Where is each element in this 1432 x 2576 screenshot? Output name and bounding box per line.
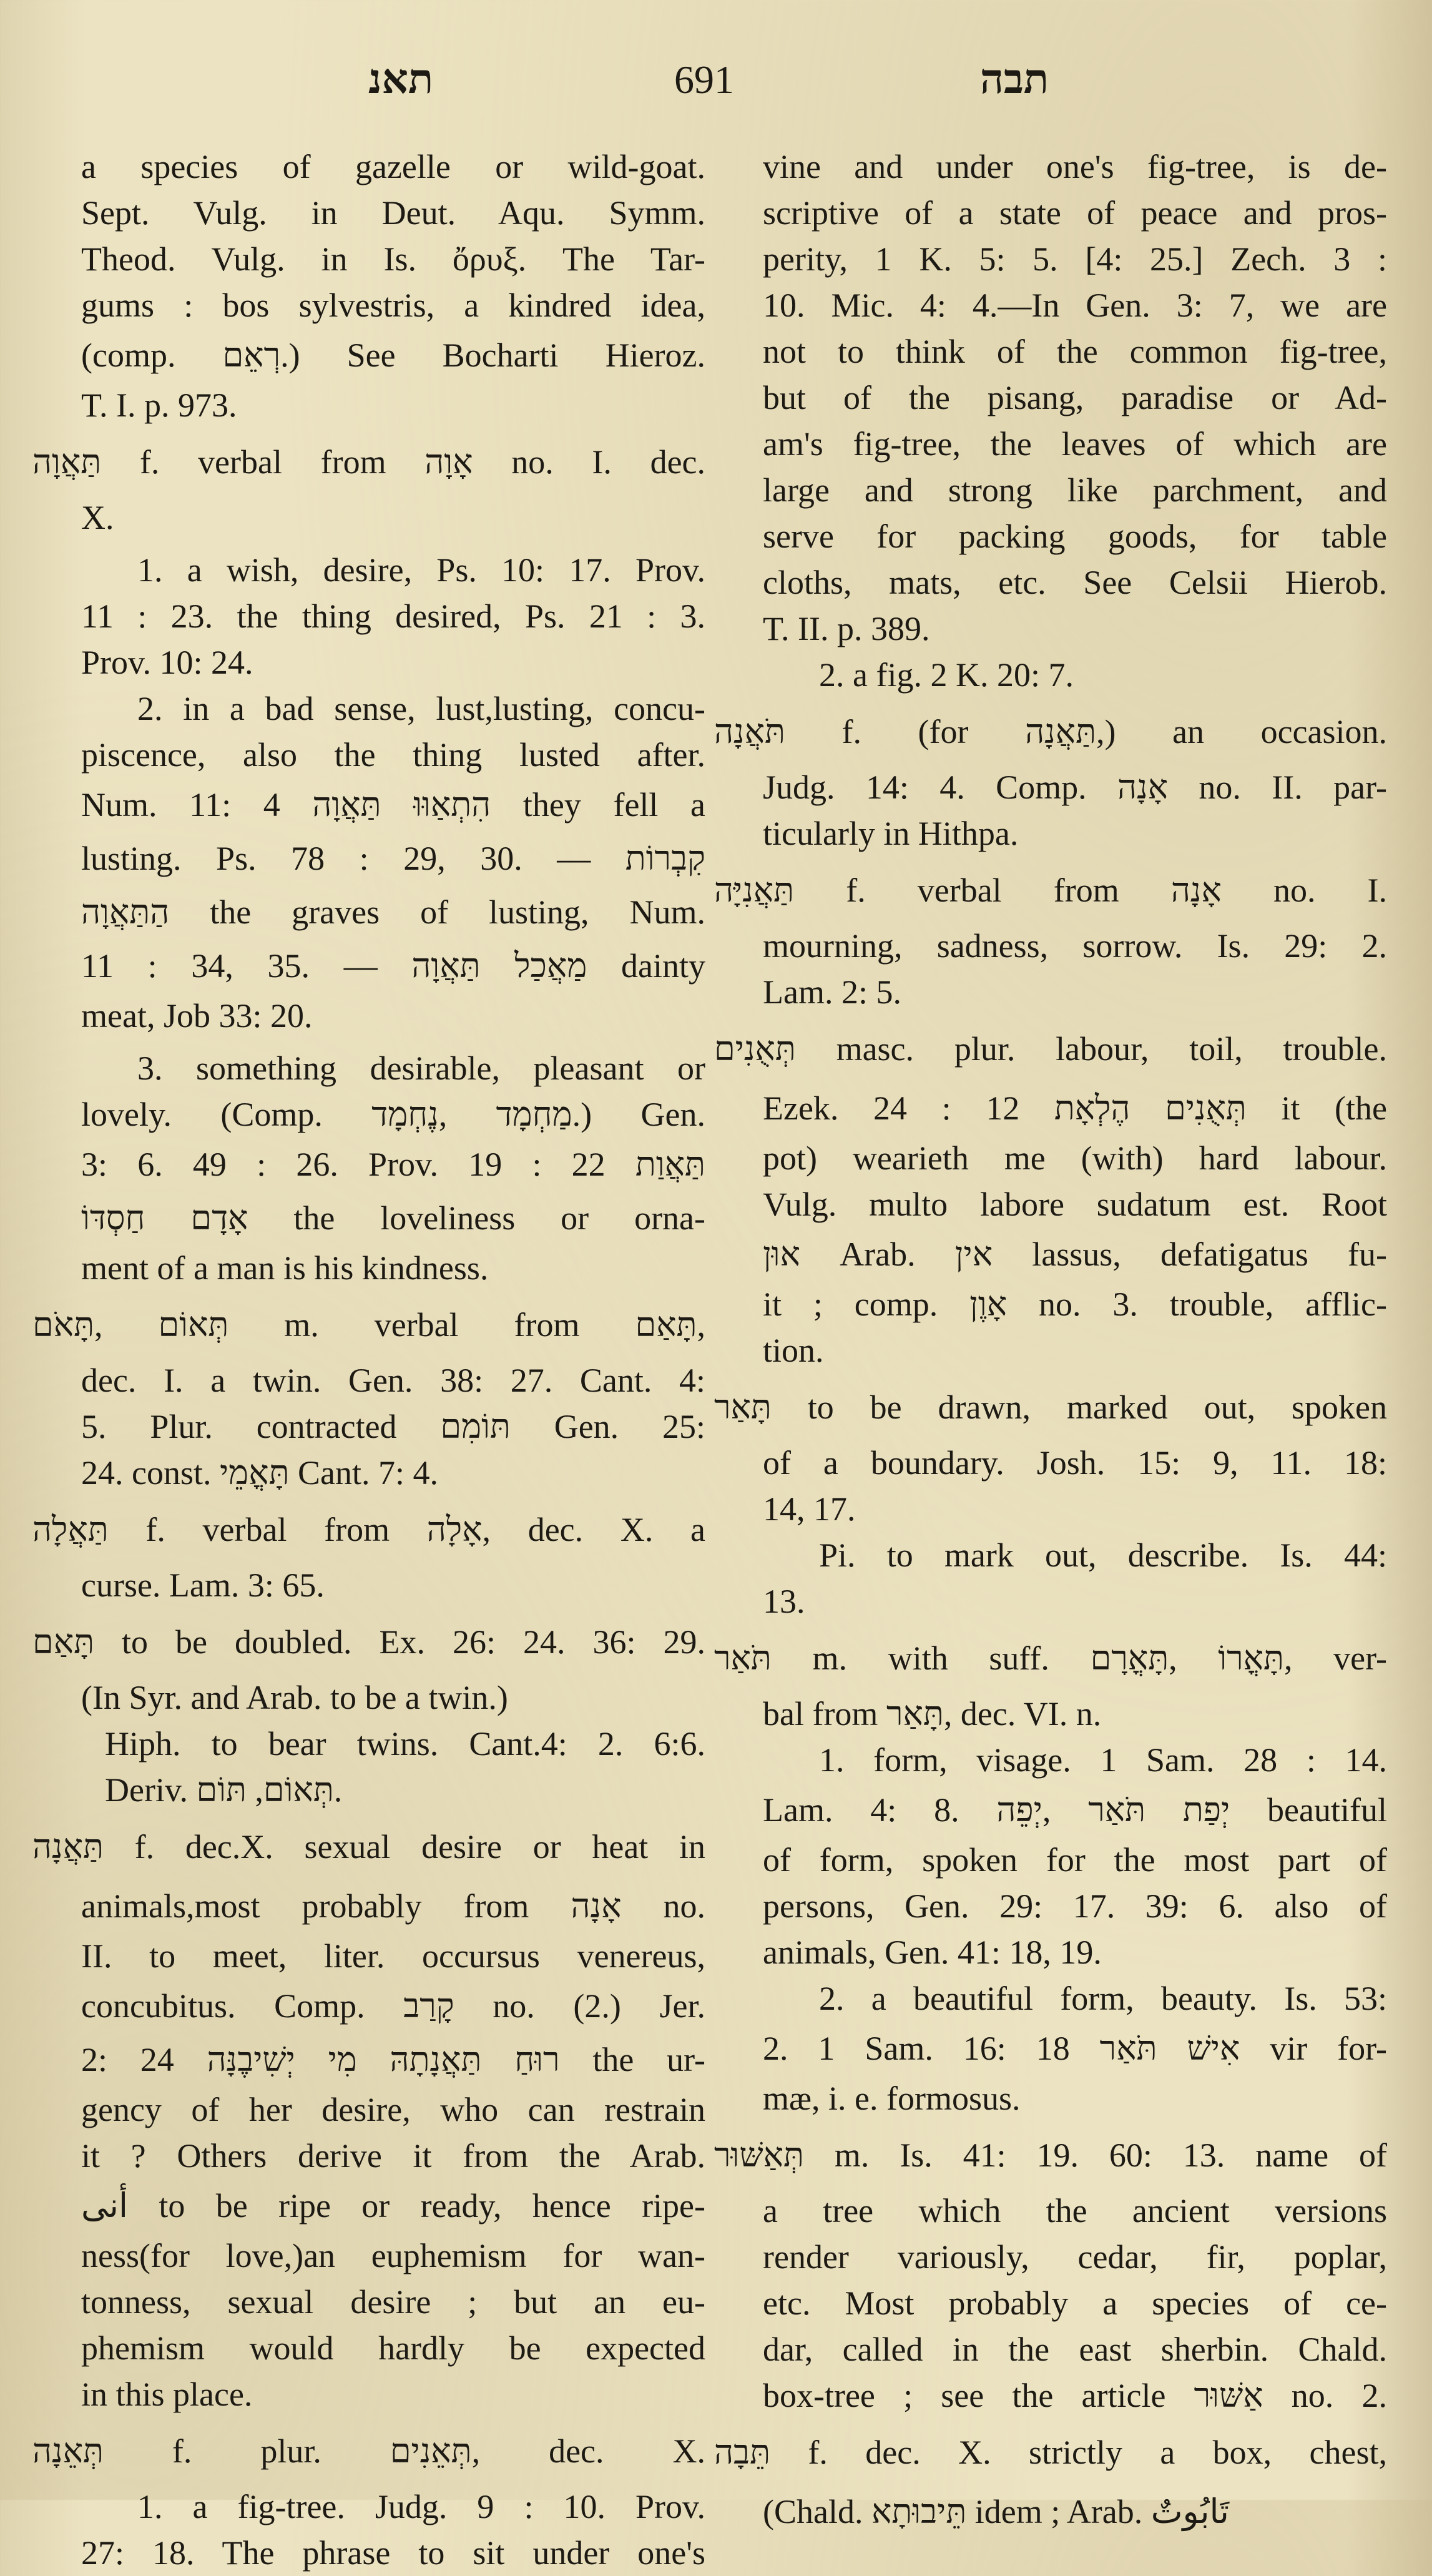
text-line: أنى to be ripe or ready, hence ripe-: [81, 2187, 705, 2225]
entry-headword-line: תָּאַר to be drawn, marked out, spoken: [714, 1389, 1387, 1426]
text-line: 10. Mic. 4: 4.—In Gen. 3: 7, we are: [763, 287, 1387, 324]
page-header: [0, 55, 1432, 105]
text-line: it ? Others derive it from the Arab.: [81, 2137, 705, 2175]
text-line: animals,most probably from אָנָה no.: [81, 1887, 705, 1925]
text-line: 24. const. תָּאֳמֵי Cant. 7: 4.: [81, 1454, 439, 1492]
text-line: animals, Gen. 41: 18, 19.: [763, 1934, 1102, 1971]
entry-headword-line: תַּאֲנָה f. dec.X. sexual desire or heat in: [32, 1828, 705, 1866]
text-line: 2: 24 רוּחַ תַּאֲנָתָהּ מִי יְשִׁיבֶנָּה the ur-: [81, 2041, 705, 2078]
text-line: lusting. Ps. 78 : 29, 30. — קִבְרוֹת: [81, 840, 705, 877]
text-line: 11 : 34, 35. — מַאֲכַל תַּאֲוָה dainty: [81, 947, 705, 985]
text-line: gency of her desire, who can restrain: [81, 2091, 705, 2128]
entry-headword-line: תֵּבָה f. dec. X. strictly a box, chest,: [714, 2434, 1387, 2471]
text-line: in this place.: [81, 2376, 253, 2413]
entry-headword-line: תַּאֲנִיָּה f. verbal from אָנָה no. I.: [714, 872, 1388, 909]
sense-line: 2. in a bad sense, lust,lusting, concu-: [137, 690, 705, 727]
text-line: gums : bos sylvestris, a kindred idea,: [81, 287, 705, 324]
text-line: of a boundary. Josh. 15: 9, 11. 18:: [763, 1444, 1387, 1482]
text-line: אָדָם חַסְדּוֹ the loveliness or orna-: [81, 1199, 706, 1237]
text-line: tonness, sexual desire ; but an eu-: [81, 2283, 705, 2321]
text-line: 27: 18. The phrase to sit under one's: [81, 2534, 705, 2572]
text-line: Prov. 10: 24.: [81, 644, 253, 681]
text-line: vine and under one's fig-tree, is de-: [763, 148, 1387, 185]
text-line: (Chald. תֵּיבוּתָא idem ; Arab. تَابُوتٌ: [763, 2493, 1229, 2530]
text-line: ticularly in Hithpa.: [763, 815, 1019, 852]
right-column: [714, 144, 1388, 2539]
text-line: dar, called in the east sherbin. Chald.: [763, 2331, 1387, 2368]
text-line: ness(for love,)an euphemism for wan-: [81, 2237, 705, 2274]
text-line: a species of gazelle or wild-goat.: [81, 148, 705, 185]
entry-headword-line: תְּאֵנָה f. plur. תְּאֵנִים, dec. X.: [32, 2432, 705, 2470]
text-line: serve for packing goods, for table: [763, 518, 1387, 555]
text-line: Judg. 14: 4. Comp. אָנָה no. II. par-: [763, 769, 1387, 806]
text-line: T. I. p. 973.: [81, 386, 237, 424]
text-line: (In Syr. and Arab. to be a twin.): [81, 1679, 508, 1716]
text-line: curse. Lam. 3: 65.: [81, 1566, 325, 1604]
text-line: 11 : 23. the thing desired, Ps. 21 : 3.: [81, 597, 705, 635]
text-line: not to think of the common fig-tree,: [763, 333, 1387, 370]
text-line: piscence, also the thing lusted after.: [81, 736, 705, 774]
text-line: of form, spoken for the most part of: [763, 1841, 1387, 1879]
text-line: mæ, i. e. formosus.: [763, 2080, 1021, 2117]
entry-headword-line: תְּאוֹם ,תָּאֹם m. verbal from תָּאַם,: [32, 1306, 705, 1344]
text-line: a tree which the ancient versions: [763, 2192, 1387, 2229]
text-line: etc. Most probably a species of ce-: [763, 2284, 1387, 2322]
entry-headword-line: תָּאַם to be doubled. Ex. 26: 24. 36: 29.: [32, 1623, 705, 1661]
entry-headword-line: תֹּאַר m. with suff. תָּאֳרוֹ ,תָּאֳרָם, ver-: [714, 1639, 1388, 1677]
text-line: large and strong like parchment, and: [763, 471, 1387, 509]
text-line: Theod. Vulg. in Is. ὄρυξ. The Tar-: [81, 240, 705, 278]
text-line: T. II. p. 389.: [763, 610, 930, 647]
text-line: persons, Gen. 29: 17. 39: 6. also of: [763, 1887, 1387, 1925]
sense-line: Pi. to mark out, describe. Is. 44:: [819, 1536, 1387, 1574]
text-line: cloths, mats, etc. See Celsii Hierob.: [763, 564, 1387, 601]
text-line: am's fig-tree, the leaves of which are: [763, 425, 1387, 463]
text-line: 3: 6. 49 : 26. Prov. 19 : 22 תַּאֲוַת: [81, 1146, 705, 1183]
text-line: 14, 17.: [763, 1490, 856, 1528]
sense-line: 2. a fig. 2 K. 20: 7.: [819, 656, 1074, 694]
sense-line: 1. a wish, desire, Ps. 10: 17. Prov.: [137, 551, 705, 589]
guide-word-right: תבה: [980, 57, 1049, 102]
entry-headword-line: תֹּאֲנָה f. (for תַּאֲנָה,) an occasion.: [714, 713, 1388, 750]
text-line: Sept. Vulg. in Deut. Aqu. Symm.: [81, 194, 705, 232]
text-line: but of the pisang, paradise or Ad-: [763, 379, 1387, 416]
text-line: concubitus. Comp. קָרַב no. (2.) Jer.: [81, 1987, 706, 2025]
text-line: אוּן Arab. אין lassus, defatigatus fu-: [763, 1236, 1387, 1273]
sense-line: 1. form, visage. 1 Sam. 28 : 14.: [819, 1741, 1387, 1779]
text-line: Hiph. to bear twins. Cant.4: 2. 6:6.: [105, 1725, 705, 1762]
text-line: Lam. 4: 8. יְפַת תֹּאַר ,יְפֵה beautiful: [763, 1791, 1387, 1829]
entry-headword-line: תְּאֻנִים masc. plur. labour, toil, trouble.: [714, 1030, 1387, 1068]
entry-headword-line: תַּאֲלָה f. verbal from אָלָה, dec. X. a: [32, 1511, 705, 1548]
text-line: bal from תָּאַר, dec. VI. n.: [763, 1695, 1102, 1733]
text-line: pot) wearieth me (with) hard labour.: [763, 1139, 1387, 1177]
text-line: lovely. (Comp. מַחְמָד ,נֶחְמָד.) Gen.: [81, 1096, 705, 1133]
text-line: 2. 1 Sam. 16: 18 אִישׁ תֹּאַר vir for-: [763, 2030, 1387, 2067]
text-line: (comp. רְאֵם.) See Bocharti Hieroz.: [81, 337, 706, 374]
text-line: render variously, cedar, fir, poplar,: [763, 2238, 1387, 2276]
text-line: X.: [81, 499, 114, 536]
text-line: Ezek. 24 : 12 תְּאֻנִים הֶלְאָת it (the: [763, 1089, 1387, 1127]
text-line: הַתַּאֲוָה the graves of lusting, Num.: [81, 893, 705, 931]
text-line: II. to meet, liter. occursus venereus,: [81, 1937, 705, 1975]
page-number: 691: [674, 57, 734, 102]
text-line: Deriv. תְּאוֹם, תּוֹם.: [105, 1771, 343, 1809]
text-line: perity, 1 K. 5: 5. [4: 25.] Zech. 3 :: [763, 240, 1387, 278]
text-line: 13.: [763, 1583, 805, 1620]
text-line: meat, Job 33: 20.: [81, 997, 313, 1035]
text-line: tion.: [763, 1332, 824, 1369]
entry-headword-line: תְּאַשּׁוּר m. Is. 41: 19. 60: 13. name of: [714, 2136, 1387, 2174]
text-line: scriptive of a state of peace and pros-: [763, 194, 1387, 232]
text-line: Lam. 2: 5.: [763, 973, 901, 1011]
text-line: dec. I. a twin. Gen. 38: 27. Cant. 4:: [81, 1362, 705, 1399]
text-line: phemism would hardly be expected: [81, 2329, 705, 2367]
text-line: it ; comp. אָוֶן no. 3. trouble, afflic-: [763, 1286, 1388, 1323]
text-line: ment of a man is his kindness.: [81, 1249, 489, 1287]
text-line: Num. 11: 4 הִתְאַוּוּ תַּאֲוָה they fell a: [81, 786, 706, 823]
sense-line: 2. a beautiful form, beauty. Is. 53:: [819, 1980, 1387, 2017]
left-column: [32, 144, 706, 2576]
text-line: Vulg. multo labore sudatum est. Root: [763, 1186, 1387, 1223]
sense-line: 1. a fig-tree. Judg. 9 : 10. Prov.: [137, 2488, 705, 2525]
text-line: box-tree ; see the article אַשּׁוּר no. 2.: [763, 2377, 1387, 2414]
sense-line: 3. something desirable, pleasant or: [137, 1050, 705, 1087]
guide-word-left: תאנ: [368, 57, 434, 102]
text-line: 5. Plur. contracted תּוֹמִם Gen. 25:: [81, 1408, 706, 1445]
entry-headword-line: תַּאֲוָה f. verbal from אָוָה no. I. dec.: [32, 443, 706, 481]
text-line: mourning, sadness, sorrow. Is. 29: 2.: [763, 927, 1387, 965]
